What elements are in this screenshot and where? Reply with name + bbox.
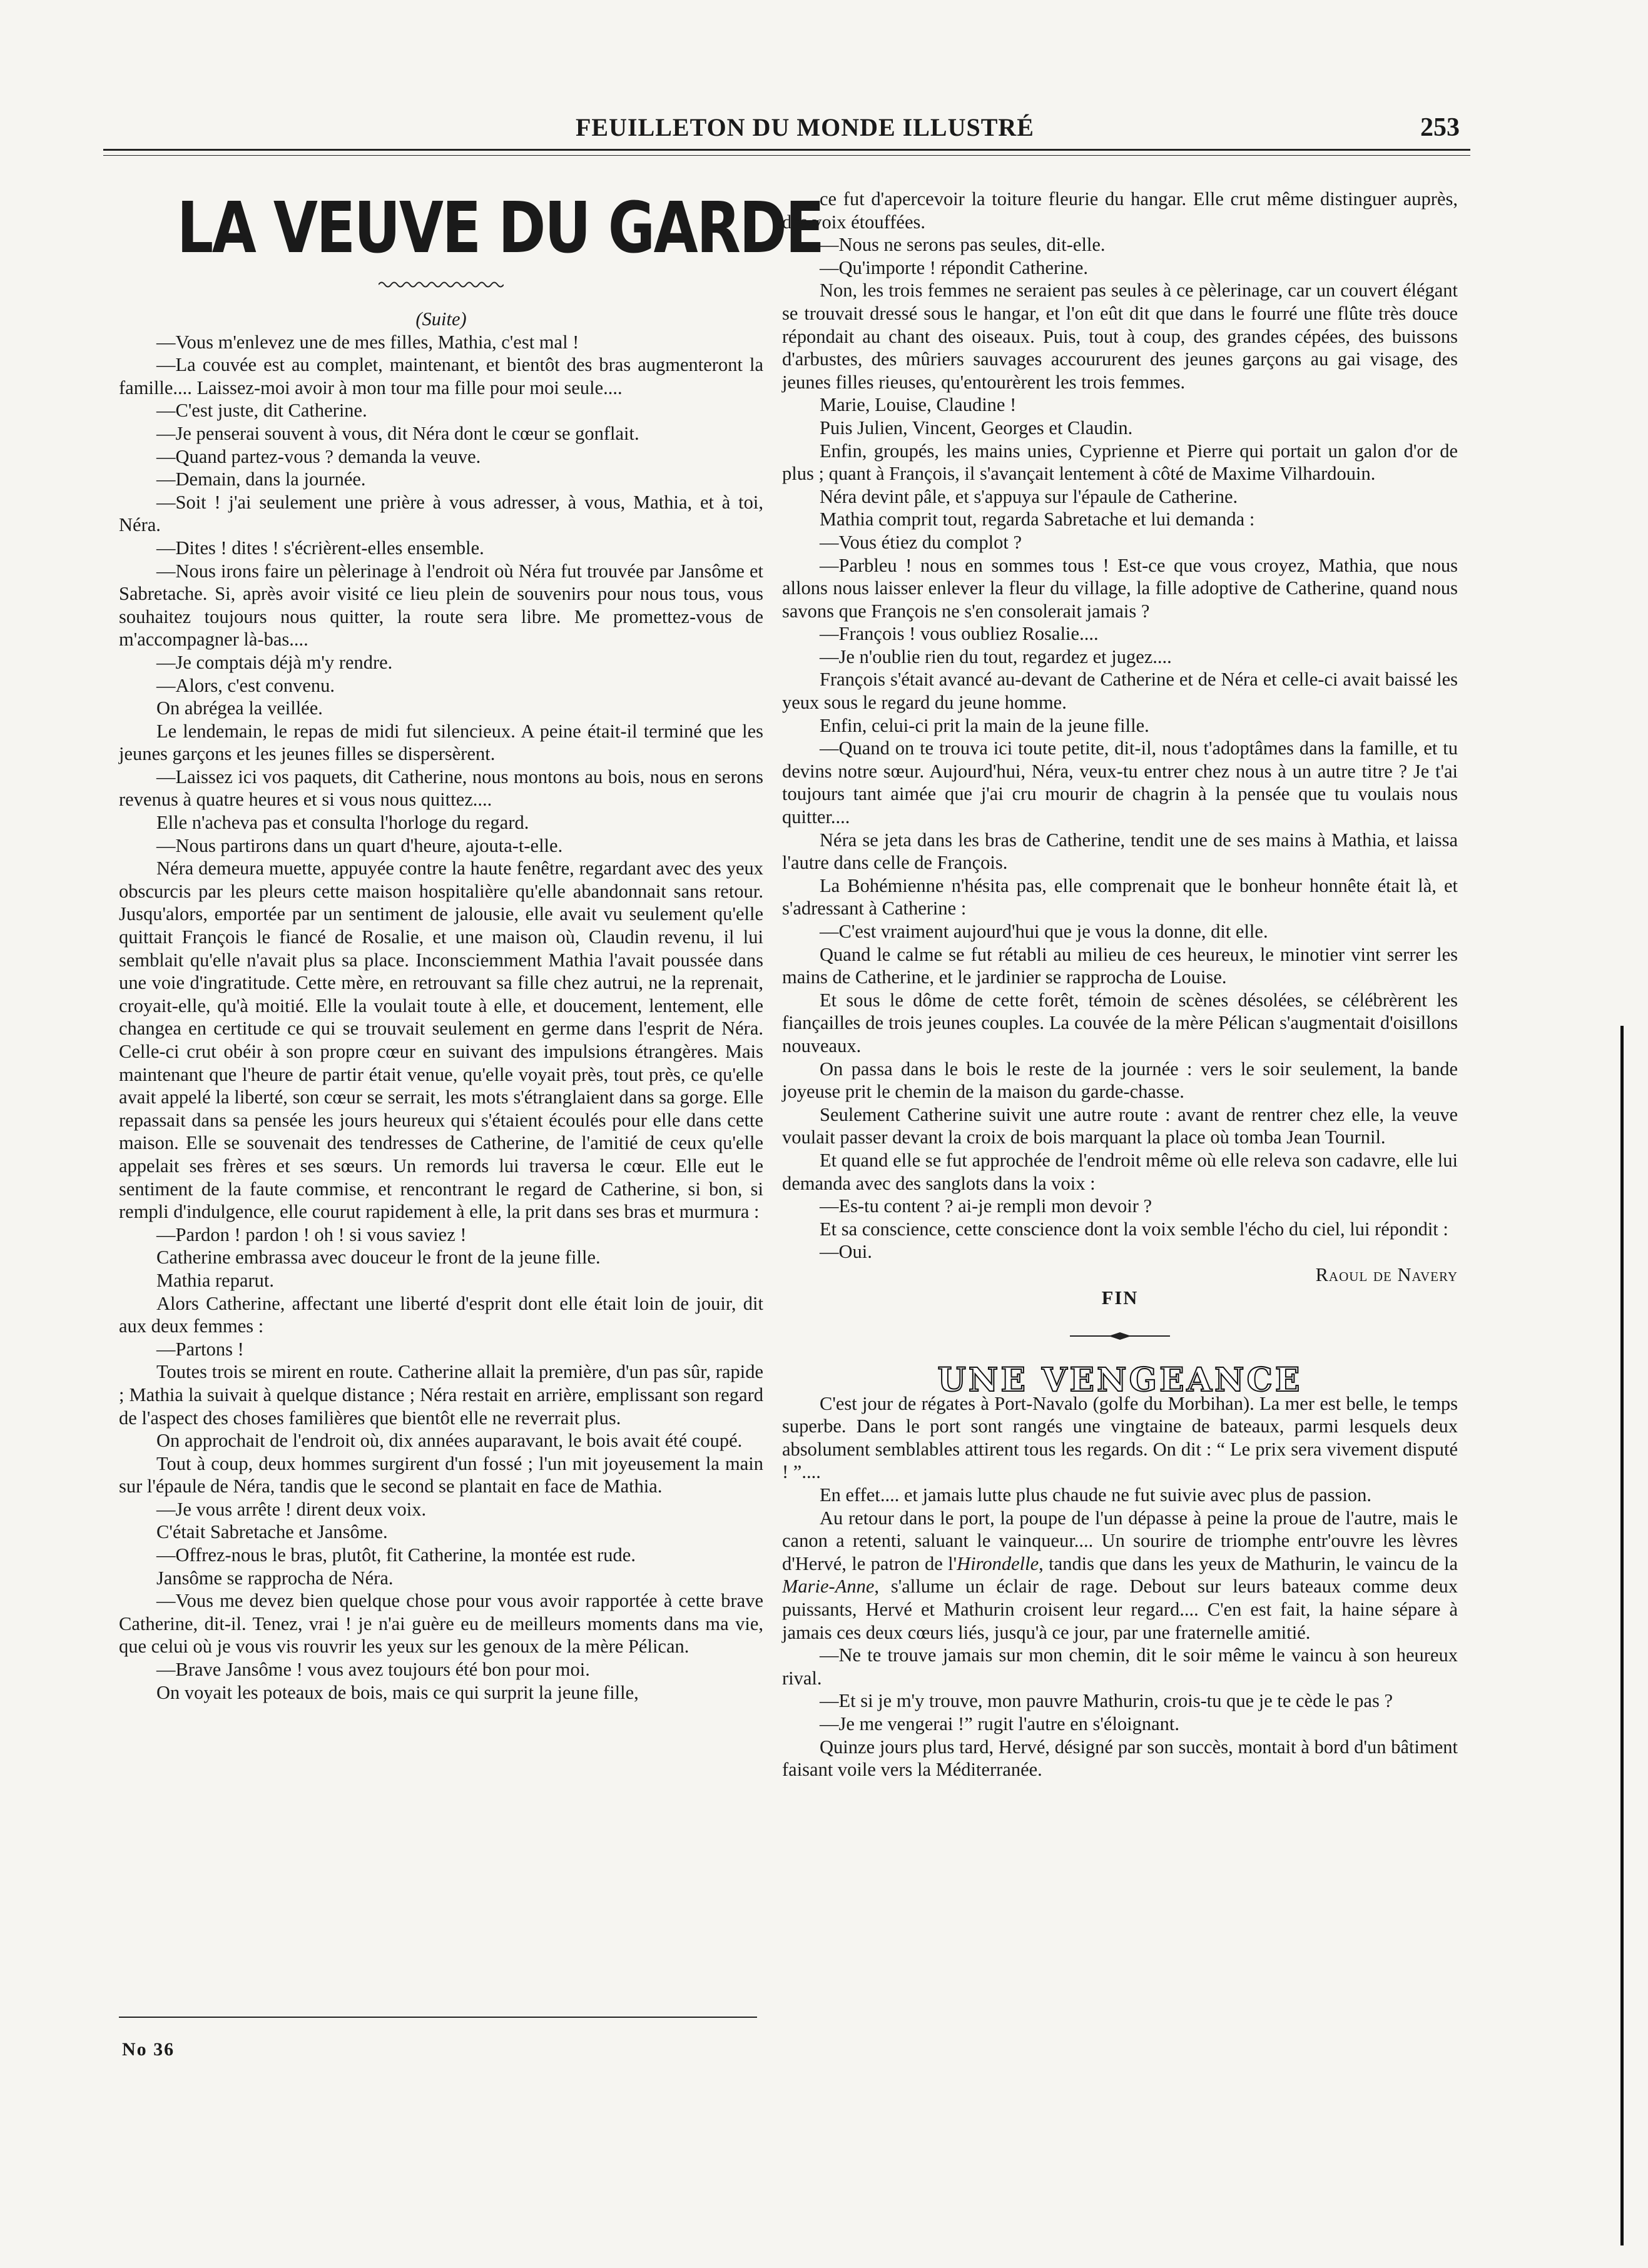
paragraph: Mathia reparut. xyxy=(156,1269,275,1291)
paragraph: Et sous le dôme de cette forêt, témoin de scènes désolées, se célébrèrent les fiançailles de trois jeunes couples. La couvée de la mère Pélican s'augmentait d'oisillons nouveaux. xyxy=(782,989,1458,1056)
paragraph: —Ne te trouve jamais sur mon chemin, dit le soir même le vaincu à son heureux rival. xyxy=(782,1644,1458,1689)
page-number: 253 xyxy=(1420,113,1460,142)
paragraph: —François ! vous oubliez Rosalie.... xyxy=(820,623,1099,645)
paragraph: —Je me vengerai !” rugit l'autre en s'éloignant. xyxy=(820,1713,1180,1734)
paragraph: —Soit ! j'ai seulement une prière à vous adresser, à vous, Mathia, et à toi, Néra. xyxy=(119,491,763,536)
paragraph: Seulement Catherine suivit une autre route : avant de rentrer chez elle, la veuve voulait passer devant la croix de bois marquant la place où tomba Jean Tournil. xyxy=(782,1103,1458,1148)
paragraph: —Demain, dans la journée. xyxy=(156,468,366,490)
paragraph: —Quand partez-vous ? demanda la veuve. xyxy=(156,445,481,467)
paragraph: Puis Julien, Vincent, Georges et Claudin. xyxy=(820,417,1133,438)
paragraph: On voyait les poteaux de bois, mais ce qui surprit la jeune fille, xyxy=(156,1681,639,1703)
paragraph: Quinze jours plus tard, Hervé, désigné par son succès, montait à bord d'un bâtiment faisant voile vers la Méditerranée. xyxy=(782,1736,1458,1781)
header-rule xyxy=(103,149,1470,151)
paragraph: Catherine embrassa avec douceur le front de la jeune fille. xyxy=(156,1247,601,1268)
paragraph: Toutes trois se mirent en route. Catherine allait la première, d'un pas sûr, rapide ; Mathia la suivait à quelque distance ; Néra restait en arrière, emplissant son regard de l'aspect des choses familières que bientôt elle ne reverrait plus. xyxy=(119,1361,763,1429)
paragraph: —Je comptais déjà m'y rendre. xyxy=(156,651,393,673)
paragraph: Elle n'acheva pas et consulta l'horloge du regard. xyxy=(156,812,529,834)
story-title: LA VEUVE DU GARDE xyxy=(176,188,823,269)
paragraph-text: , tandis que dans les yeux de Mathurin, le vaincu de la xyxy=(1039,1552,1458,1574)
paragraph: —La couvée est au complet, maintenant, et bientôt des bras augmenteront la famille.... Laissez-moi avoir à mon tour ma fille pour moi seule.... xyxy=(119,354,763,398)
paragraph: En effet.... et jamais lutte plus chaude ne fut suivie avec plus de passion. xyxy=(820,1484,1371,1506)
right-text xyxy=(782,188,1458,1263)
left-column xyxy=(119,188,823,1704)
paragraph: —Laissez ici vos paquets, dit Catherine, nous montons au bois, nous en serons revenus à quatre heures et si vous nous quittez.... xyxy=(119,766,763,811)
suite-label: (Suite) xyxy=(415,308,467,330)
paragraph: —Es-tu content ? ai-je rempli mon devoir ? xyxy=(820,1195,1152,1217)
author-signature: Raoul de Navery xyxy=(1315,1263,1458,1285)
paragraph: —Oui. xyxy=(820,1241,872,1263)
fin-label: FIN xyxy=(1101,1287,1139,1309)
paragraph: C'est jour de régates à Port-Navalo (golfe du Morbihan). La mer est belle, le temps superbe. Dans le port sont rangés une vingtaine de bateaux, parmi lesquels deux absolument semblables attirent tous les regards. On dit : “ Le prix sera vivement disputé ! ”.... xyxy=(782,1392,1458,1483)
squiggle-ornament xyxy=(379,280,504,289)
paragraph: Jansôme se rapprocha de Néra. xyxy=(156,1567,394,1589)
paragraph: Alors Catherine, affectant une liberté d'esprit dont elle était loin de jouir, dit aux deux femmes : xyxy=(119,1292,763,1337)
paragraph: —Nous partirons dans un quart d'heure, ajouta-t-elle. xyxy=(156,834,563,856)
paragraph: —Offrez-nous le bras, plutôt, fit Catherine, la montée est rude. xyxy=(156,1544,636,1566)
paragraph: Non, les trois femmes ne seraient pas seules à ce pèlerinage, car un couvert élégant se trouvait dressé sous le hangar, et l'on eût dit que dans le fourré une flûte très douce répondait au chant des oiseaux. Puis, tout à coup, des grandes cépées, des buissons d'arbustes, des mûriers sauvages accoururent des jeunes garçons au gai visage, des jeunes filles rieuses, qu'entourèrent les trois femmes. xyxy=(782,280,1458,393)
paragraph: On abrégea la veillée. xyxy=(156,697,323,719)
paragraph: —Vous m'enlevez une de mes filles, Mathia, c'est mal ! xyxy=(156,331,579,353)
paragraph: Et quand elle se fut approchée de l'endroit même où elle releva son cadavre, elle lui demanda avec des sanglots dans la voix : xyxy=(782,1149,1458,1194)
boat-name: Hirondelle xyxy=(957,1552,1039,1574)
paragraph: Le lendemain, le repas de midi fut silencieux. A peine était-il terminé que les jeunes garçons et les jeunes filles se dispersèrent. xyxy=(119,720,763,765)
footer-rule xyxy=(119,2017,757,2018)
paragraph: —Nous ne serons pas seules, dit-elle. xyxy=(820,234,1106,256)
paragraph: Néra devint pâle, et s'appuya sur l'épaule de Catherine. xyxy=(820,485,1238,507)
paragraph: —Brave Jansôme ! vous avez toujours été bon pour moi. xyxy=(156,1659,590,1681)
paragraph xyxy=(782,1507,1458,1644)
paragraph: —Partons ! xyxy=(156,1338,244,1360)
paragraph: Néra demeura muette, appuyée contre la haute fenêtre, regardant avec des yeux obscurcis par les pleurs cette maison hospitalière qu'elle abandonnait sans retour. Jusqu'alors, emportée par un sentiment de jalousie, elle avait vu seulement qu'elle quittait François le fiancé de Rosalie, et une maison où, Claudin revenu, il lui semblait qu'elle n'avait plus sa place. Inconsciemment Mathia l'avait poussée dans une voie d'ingratitude. Cette mère, en retrouvant sa fille chez autrui, ne la reprenait, croyait-elle, qu'à moitié. Elle la voulait toute à elle, et doucement, lentement, elle changea en certitude ce qui se trouvait seulement en germe dans l'esprit de Néra. Celle-ci crut obéir à son propre cœur en suivant des impulsions étrangères. Mais maintenant que l'heure de partir était venue, qu'elle voyait près, tout près, ce qu'elle avait appelé la liberté, son cœur se serrait, les mots s'étranglaient dans sa gorge. Elle repassait dans sa pensée les jours heureux qui s'étaient écoulés pour elle dans cette maison. Elle se souvenait des tendresses de Catherine, de l'amitié de ceux qu'elle appelait ses frères et ses sœurs. Un remords lui traversa le cœur. Elle eut le sentiment de la faute commise, et rencontrant le regard de Catherine, si bon, si rempli d'indulgence, elle courut rapidement à elle, la prit dans ses bras et murmura : xyxy=(119,858,763,1223)
paragraph: Quand le calme se fut rétabli au milieu de ces heureux, le minotier vint serrer les mains de Catherine, et le jardinier se rapprocha de Louise. xyxy=(782,943,1458,988)
paragraph: Enfin, groupés, les mains unies, Cyprienne et Pierre qui portait un galon d'or de plus ; quant à François, il s'avançait lentement à côté de Maxime Vilhardouin. xyxy=(782,440,1458,485)
paragraph: —C'est vraiment aujourd'hui que je vous la donne, dit elle. xyxy=(820,921,1268,942)
paragraph: Tout à coup, deux hommes surgirent d'un fossé ; l'un mit joyeusement la main sur l'épaule de Néra, tandis que le second se plantait en face de Mathia. xyxy=(119,1452,763,1497)
paragraph: —Je vous arrête ! dirent deux voix. xyxy=(156,1498,427,1520)
right-column xyxy=(782,188,1458,1781)
paragraph: —C'est juste, dit Catherine. xyxy=(156,400,367,422)
paragraph: —Parbleu ! nous en sommes tous ! Est-ce que vous croyez, Mathia, que nous allons nous laisser enlever la fleur du village, la fille adoptive de Catherine, quand nous savons que François ne s'en consolerait jamais ? xyxy=(782,554,1458,622)
paragraph-text: , s'allume un éclair de rage. Debout sur leurs bateaux comme deux puissants, Hervé et Mathurin croisent leur regard.... C'en est fait, la haine sépare à jamais ces deux cœurs liés, jusqu'à ce jour, par une fraternelle amitié. xyxy=(782,1576,1458,1643)
paragraph: C'était Sabretache et Jansôme. xyxy=(156,1521,388,1543)
header-rule-thin xyxy=(103,155,1470,156)
paragraph: —Quand on te trouva ici toute petite, dit-il, nous t'adoptâmes dans la famille, et tu devins notre sœur. Aujourd'hui, Néra, veux-tu entrer chez nous à un autre titre ? Je t'ai toujours tant aimée que j'ai cru mourir de chagrin à la pensée que tu voulais nous quitter.... xyxy=(782,737,1458,828)
paragraph: ce fut d'apercevoir la toiture fleurie du hangar. Elle crut même distinguer auprès, des voix étouffées. xyxy=(782,188,1458,233)
paragraph: Marie, Louise, Claudine ! xyxy=(820,394,1017,416)
divider-ornament xyxy=(1070,1332,1170,1340)
paragraph: Mathia comprit tout, regarda Sabretache et lui demanda : xyxy=(820,509,1255,530)
paragraph: —Nous irons faire un pèlerinage à l'endroit où Néra fut trouvée par Jansôme et Sabretache. Si, après avoir visité ce lieu plein de souvenirs pour nous tous, vous souhaitez toujours nous quitter, la route sera libre. Me promettez-vous de m'accompagner là-bas.... xyxy=(119,560,763,651)
paragraph: Et sa conscience, cette conscience dont la voix semble l'écho du ciel, lui répondit : xyxy=(820,1218,1448,1240)
paragraph: —Alors, c'est convenu. xyxy=(156,674,335,696)
paragraph: On approchait de l'endroit où, dix années auparavant, le bois avait été coupé. xyxy=(156,1430,743,1452)
paragraph: —Vous étiez du complot ? xyxy=(820,531,1022,553)
paragraph: —Dites ! dites ! s'écrièrent-elles ensemble. xyxy=(156,537,484,559)
paragraph: Néra se jeta dans les bras de Catherine, tendit une de ses mains à Mathia, et laissa l'autre dans celle de François. xyxy=(782,829,1458,874)
left-text xyxy=(119,331,763,1704)
second-story-text xyxy=(782,1392,1458,1781)
running-title: FEUILLETON DU MONDE ILLUSTRÉ xyxy=(576,113,1034,141)
right-edge-rule xyxy=(1620,1026,1624,2245)
paragraph: —Qu'importe ! répondit Catherine. xyxy=(820,256,1088,278)
boat-name: Marie-Anne xyxy=(782,1576,875,1597)
paragraph: François s'était avancé au-devant de Catherine et de Néra et celle-ci avait baissé les yeux sous le regard du jeune homme. xyxy=(782,669,1458,714)
paragraph: Enfin, celui-ci prit la main de la jeune fille. xyxy=(820,714,1149,736)
paragraph: —Je penserai souvent à vous, dit Néra dont le cœur se gonflait. xyxy=(156,422,639,444)
paragraph: On passa dans le bois le reste de la journée : vers le soir seulement, la bande joyeuse prit le chemin de la maison du garde-chasse. xyxy=(782,1058,1458,1103)
paragraph-text: Au retour dans le port, la poupe de l'un dépasse à peine la proue de l'autre, mais le canon a retenti, saluant le vainqueur.... Un sourire de triomphe entr'ouvre les lèvres d'Hervé, le patron de l' xyxy=(782,1507,1458,1574)
second-story-title: UNE VENGEANCE xyxy=(937,1361,1303,1400)
paragraph: —Vous me devez bien quelque chose pour vous avoir rapportée à cette brave Catherine, dit-il. Tenez, vrai ! je n'ai guère eu de meilleurs moments dans ma vie, que celui où je vous vis rouvrir les yeux sur les genoux de la mère Pélican. xyxy=(119,1590,763,1658)
paragraph: —Et si je m'y trouve, mon pauvre Mathurin, crois-tu que je te cède le pas ? xyxy=(820,1690,1393,1712)
paragraph: —Pardon ! pardon ! oh ! si vous saviez ! xyxy=(156,1223,467,1245)
issue-number: No 36 xyxy=(122,2039,175,2060)
page-header xyxy=(0,0,1648,163)
paragraph: —Je n'oublie rien du tout, regardez et jugez.... xyxy=(820,645,1172,667)
paragraph: La Bohémienne n'hésita pas, elle comprenait que le bonheur honnête était là, et s'adressant à Catherine : xyxy=(782,874,1458,919)
